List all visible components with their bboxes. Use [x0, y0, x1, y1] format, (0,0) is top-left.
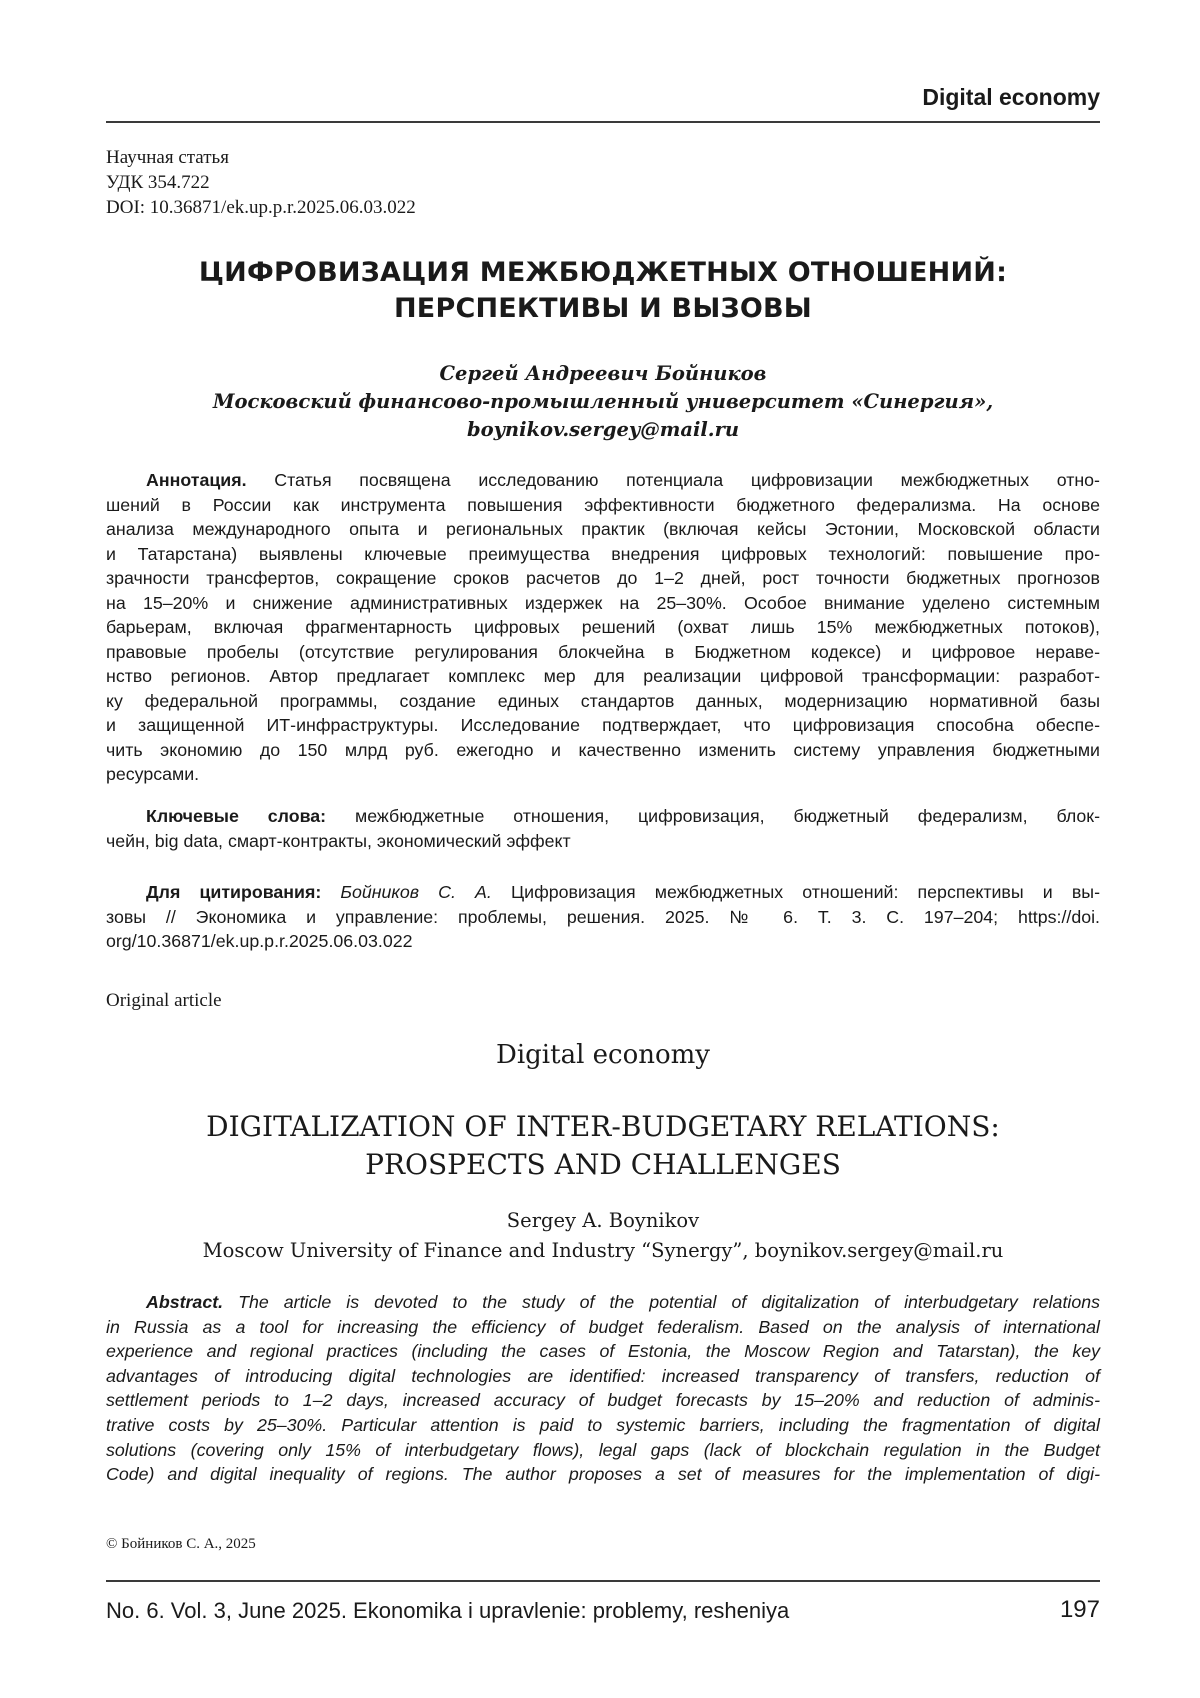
en-abstract-line: advantages of introducing digital technologies are identified: increased transparency of transfers, reduction of: [106, 1365, 1100, 1386]
ru-abstract-line: Аннотация. Статья посвящена исследованию потенциала цифровизации межбюджетных отно-: [146, 470, 1100, 490]
ru-keywords-label: Ключевые слова:: [146, 806, 327, 826]
en-abstract-line: solutions (covering only 15% of interbudgetary flows), legal gaps (lack of blockchain regulation in the Budget: [106, 1439, 1100, 1460]
en-abstract-line: experience and regional practices (including the cases of Estonia, the Moscow Region and Tatarstan), the key: [106, 1341, 1100, 1362]
ru-keywords-line: чейн, big data, смарт-контракты, экономический эффект: [106, 830, 571, 851]
ru-citation-line: Для цитирования: Бойников С. А. Цифровизация межбюджетных отношений: перспективы и вы-: [146, 882, 1100, 902]
ru-author-block: [106, 360, 1100, 444]
ru-citation-label: Для цитирования:: [146, 882, 322, 902]
en-abstract-label: Abstract.: [146, 1292, 224, 1312]
paper-page: [106, 0, 1100, 1698]
ru-affiliation: Московский финансово-промышленный университет «Синергия»,: [212, 390, 994, 413]
ru-abstract-line: нство регионов. Автор предлагает комплекс мер для реализации цифровой трансформации: разработ-: [106, 666, 1100, 686]
en-section-title: Digital economy: [496, 1040, 710, 1070]
ru-title: [106, 255, 1100, 327]
header-rule: [106, 121, 1100, 123]
doi: DOI: 10.36871/ek.up.p.r.2025.06.03.022: [106, 197, 416, 218]
en-title-line: DIGITALIZATION OF INTER-BUDGETARY RELATIONS:: [206, 1110, 1000, 1143]
ru-abstract-line: зрачности трансфертов, сокращение сроков расчетов до 1–2 дней, рост точности бюджетных прогнозов: [106, 568, 1100, 588]
ru-citation-author: Бойников С. А.: [340, 882, 492, 902]
ru-author-name: Сергей Андреевич Бойников: [439, 362, 767, 385]
ru-abstract-line: чить экономию до 150 млрд руб. ежегодно и качественно изменить систему управления бюджетными: [106, 739, 1100, 760]
ru-email: boynikov.sergey@mail.ru: [466, 418, 740, 441]
en-article-type: Original article: [106, 990, 222, 1011]
ru-abstract-line: анализа международного опыта и региональных практик (включая кейсы Эстонии, Московской области: [106, 519, 1100, 539]
ru-citation-line: зовы // Экономика и управление: проблемы, решения. 2025. № 6. Т. 3. С. 197–204; https://doi.: [106, 906, 1100, 927]
ru-abstract-line: на 15–20% и снижение административных издержек на 25–30%. Особое внимание уделено системным: [106, 592, 1100, 613]
en-abstract-line: settlement periods to 1–2 days, increased accuracy of budget forecasts by 15–20% and reduction of adminis-: [106, 1390, 1100, 1411]
article-meta: [106, 145, 416, 220]
en-author-block: [106, 1206, 1100, 1266]
ru-abstract: [106, 468, 1100, 787]
ru-abstract-label: Аннотация.: [146, 470, 247, 490]
ru-title-line: ЦИФРОВИЗАЦИЯ МЕЖБЮДЖЕТНЫХ ОТНОШЕНИЙ:: [198, 257, 1008, 288]
ru-abstract-line: и Татарстана) выявлены ключевые преимущества внедрения цифровых технологий: повышение про-: [106, 543, 1100, 564]
page-number: 197: [1059, 1596, 1100, 1623]
ru-citation: [106, 880, 1100, 954]
footer-rule: [106, 1580, 1100, 1582]
copyright-notice: © Бойников С. А., 2025: [106, 1536, 256, 1552]
ru-abstract-line: ку федеральной программы, создание единых стандартов данных, модернизацию нормативной базы: [106, 690, 1100, 711]
article-type: Научная статья: [106, 147, 229, 168]
ru-abstract-line: шений в России как инструмента повышения эффективности бюджетного федерализма. На основе: [106, 494, 1100, 515]
udc-code: УДК 354.722: [106, 172, 210, 193]
en-title-line: PROSPECTS AND CHALLENGES: [365, 1148, 841, 1181]
en-title: [106, 1108, 1100, 1184]
ru-abstract-line: барьерам, включая фрагментарность цифровых решений (охват лишь 15% межбюджетных потоков),: [106, 617, 1100, 637]
ru-keywords-line: Ключевые слова: межбюджетные отношения, цифровизация, бюджетный федерализм, блок-: [146, 806, 1100, 826]
en-abstract-line: trative costs by 25–30%. Particular attention is paid to systemic barriers, including the fragmentation of digital: [106, 1414, 1100, 1435]
ru-keywords: [106, 804, 1100, 853]
en-abstract-line: Abstract. The article is devoted to the study of the potential of digitalization of interbudgetary relations: [146, 1292, 1100, 1312]
en-abstract-line: in Russia as a tool for increasing the efficiency of budget federalism. Based on the analysis of international: [106, 1316, 1100, 1337]
ru-abstract-line: и защищенной ИТ-инфраструктуры. Исследование подтверждает, что цифровизация способна обеспе-: [106, 715, 1100, 735]
ru-abstract-line: ресурсами.: [106, 764, 200, 784]
ru-abstract-line: правовые пробелы (отсутствие регулирования блокчейна в Бюджетном кодексе) и цифровое нераве-: [106, 641, 1100, 662]
ru-citation-line: org/10.36871/ek.up.p.r.2025.06.03.022: [106, 931, 413, 951]
ru-title-line: ПЕРСПЕКТИВЫ И ВЫЗОВЫ: [394, 293, 812, 324]
en-abstract: [106, 1290, 1100, 1487]
running-header-section: Digital economy: [922, 84, 1100, 110]
en-abstract-line: Code) and digital inequality of regions. The author proposes a set of measures for the implementation of digi-: [106, 1464, 1100, 1485]
footer-journal: No. 6. Vol. 3, June 2025. Ekonomika i upravlenie: problemy, resheniya: [106, 1598, 790, 1623]
en-author-name: Sergey A. Boynikov: [506, 1209, 700, 1232]
en-affiliation: Moscow University of Finance and Industry “Synergy”, boynikov.sergey@mail.ru: [202, 1239, 1004, 1262]
